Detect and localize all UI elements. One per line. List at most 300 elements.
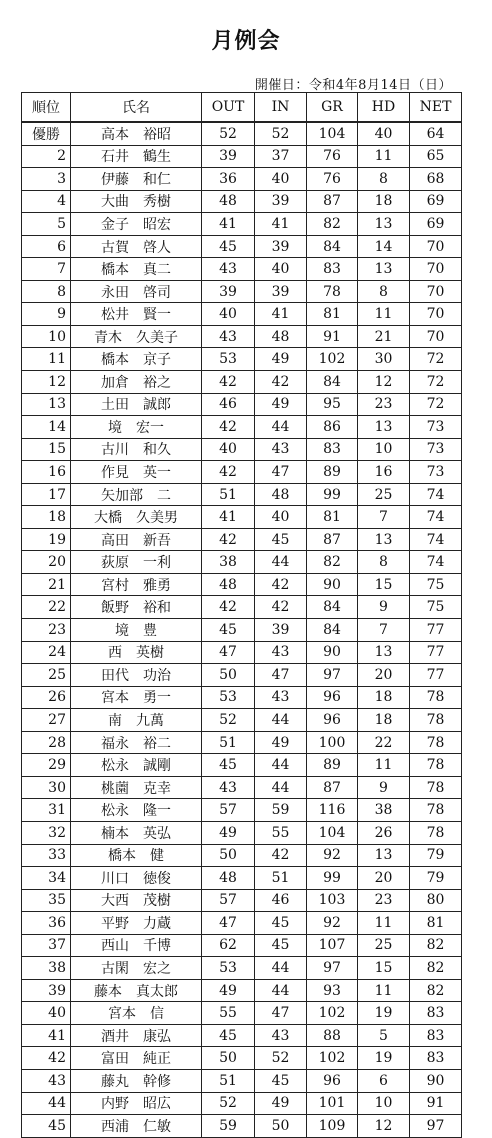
table-row	[22, 551, 462, 574]
hd-cell: 15	[358, 573, 410, 596]
in-cell: 43	[255, 641, 307, 664]
table-row	[22, 1115, 462, 1138]
gr-cell: 83	[307, 438, 358, 461]
table-row	[22, 889, 462, 912]
table-row	[22, 934, 462, 957]
gr-cell: 87	[307, 190, 358, 213]
hd-cell: 38	[358, 799, 410, 822]
gr-cell: 99	[307, 867, 358, 890]
net-cell: 91	[410, 1092, 462, 1115]
hd-cell: 22	[358, 731, 410, 754]
hd-cell: 20	[358, 867, 410, 890]
net-cell: 74	[410, 551, 462, 574]
rank-cell: 27	[22, 709, 71, 732]
table-row	[22, 754, 462, 777]
in-cell: 49	[255, 731, 307, 754]
table-row	[22, 1092, 462, 1115]
out-cell: 41	[202, 506, 255, 529]
hd-cell: 13	[358, 258, 410, 281]
out-cell: 57	[202, 799, 255, 822]
in-cell: 47	[255, 664, 307, 687]
rank-cell: 44	[22, 1092, 71, 1115]
hd-cell: 7	[358, 506, 410, 529]
table-row	[22, 979, 462, 1002]
rank-cell: 優勝	[22, 122, 71, 145]
rank-cell: 12	[22, 371, 71, 394]
net-cell: 77	[410, 641, 462, 664]
rank-cell: 36	[22, 912, 71, 935]
hd-cell: 11	[358, 912, 410, 935]
rank-cell: 18	[22, 506, 71, 529]
hd-cell: 8	[358, 280, 410, 303]
gr-cell: 87	[307, 528, 358, 551]
rank-cell: 33	[22, 844, 71, 867]
in-cell: 52	[255, 122, 307, 145]
name-cell: 大曲 秀樹	[71, 190, 202, 213]
rank-cell: 14	[22, 416, 71, 439]
gr-cell: 84	[307, 235, 358, 258]
in-cell: 50	[255, 1115, 307, 1138]
net-cell: 81	[410, 912, 462, 935]
table-row	[22, 619, 462, 642]
name-cell: 田代 功治	[71, 664, 202, 687]
in-cell: 41	[255, 213, 307, 236]
in-cell: 52	[255, 1047, 307, 1070]
out-cell: 48	[202, 190, 255, 213]
out-cell: 43	[202, 325, 255, 348]
out-cell: 47	[202, 912, 255, 935]
gr-cell: 87	[307, 776, 358, 799]
net-cell: 74	[410, 506, 462, 529]
gr-cell: 96	[307, 686, 358, 709]
net-cell: 78	[410, 754, 462, 777]
name-cell: 藤丸 幹修	[71, 1069, 202, 1092]
out-cell: 40	[202, 438, 255, 461]
out-cell: 36	[202, 168, 255, 191]
hd-cell: 18	[358, 709, 410, 732]
name-cell: 富田 純正	[71, 1047, 202, 1070]
out-cell: 50	[202, 664, 255, 687]
rank-cell: 4	[22, 190, 71, 213]
rank-cell: 39	[22, 979, 71, 1002]
hd-cell: 11	[358, 979, 410, 1002]
net-cell: 73	[410, 438, 462, 461]
name-cell: 境 宏一	[71, 416, 202, 439]
table-row	[22, 912, 462, 935]
rank-cell: 7	[22, 258, 71, 281]
out-cell: 39	[202, 280, 255, 303]
table-row	[22, 303, 462, 326]
gr-cell: 76	[307, 145, 358, 168]
in-cell: 44	[255, 416, 307, 439]
name-cell: 松永 誠剛	[71, 754, 202, 777]
net-cell: 90	[410, 1069, 462, 1092]
net-cell: 78	[410, 686, 462, 709]
table-row	[22, 371, 462, 394]
rank-cell: 45	[22, 1115, 71, 1138]
out-cell: 39	[202, 145, 255, 168]
gr-cell: 102	[307, 1002, 358, 1025]
hd-cell: 14	[358, 235, 410, 258]
net-cell: 69	[410, 213, 462, 236]
in-cell: 39	[255, 235, 307, 258]
table-row	[22, 641, 462, 664]
header-name: 氏名	[71, 93, 202, 123]
hd-cell: 13	[358, 528, 410, 551]
hd-cell: 11	[358, 145, 410, 168]
gr-cell: 81	[307, 303, 358, 326]
in-cell: 51	[255, 867, 307, 890]
rank-cell: 37	[22, 934, 71, 957]
table-row	[22, 844, 462, 867]
hd-cell: 18	[358, 190, 410, 213]
name-cell: 松井 賢一	[71, 303, 202, 326]
hd-cell: 40	[358, 122, 410, 145]
net-cell: 83	[410, 1047, 462, 1070]
in-cell: 43	[255, 1024, 307, 1047]
hd-cell: 12	[358, 371, 410, 394]
out-cell: 52	[202, 122, 255, 145]
table-row	[22, 664, 462, 687]
hd-cell: 8	[358, 551, 410, 574]
net-cell: 75	[410, 596, 462, 619]
hd-cell: 9	[358, 776, 410, 799]
gr-cell: 88	[307, 1024, 358, 1047]
net-cell: 72	[410, 371, 462, 394]
gr-cell: 96	[307, 1069, 358, 1092]
name-cell: 平野 力蔵	[71, 912, 202, 935]
gr-cell: 82	[307, 213, 358, 236]
net-cell: 78	[410, 821, 462, 844]
net-cell: 97	[410, 1115, 462, 1138]
rank-cell: 31	[22, 799, 71, 822]
gr-cell: 78	[307, 280, 358, 303]
out-cell: 40	[202, 303, 255, 326]
table-row	[22, 145, 462, 168]
out-cell: 46	[202, 393, 255, 416]
net-cell: 64	[410, 122, 462, 145]
out-cell: 43	[202, 258, 255, 281]
name-cell: 古川 和久	[71, 438, 202, 461]
net-cell: 80	[410, 889, 462, 912]
in-cell: 40	[255, 506, 307, 529]
name-cell: 大橋 久美男	[71, 506, 202, 529]
gr-cell: 92	[307, 844, 358, 867]
results-body	[22, 122, 462, 1137]
in-cell: 45	[255, 1069, 307, 1092]
page-title: 月例会	[211, 28, 281, 54]
rank-cell: 41	[22, 1024, 71, 1047]
hd-cell: 10	[358, 438, 410, 461]
hd-cell: 12	[358, 1115, 410, 1138]
rank-cell: 38	[22, 957, 71, 980]
table-row	[22, 325, 462, 348]
in-cell: 49	[255, 393, 307, 416]
rank-cell: 22	[22, 596, 71, 619]
table-row	[22, 213, 462, 236]
rank-cell: 2	[22, 145, 71, 168]
name-cell: 矢加部 二	[71, 483, 202, 506]
table-row	[22, 799, 462, 822]
hd-cell: 11	[358, 754, 410, 777]
gr-cell: 96	[307, 709, 358, 732]
out-cell: 51	[202, 1069, 255, 1092]
gr-cell: 97	[307, 957, 358, 980]
out-cell: 49	[202, 821, 255, 844]
hd-cell: 30	[358, 348, 410, 371]
name-cell: 加倉 裕之	[71, 371, 202, 394]
header-rank: 順位	[22, 93, 71, 123]
out-cell: 62	[202, 934, 255, 957]
gr-cell: 90	[307, 573, 358, 596]
in-cell: 43	[255, 438, 307, 461]
name-cell: 南 九萬	[71, 709, 202, 732]
header-in: IN	[255, 93, 307, 123]
in-cell: 48	[255, 483, 307, 506]
in-cell: 55	[255, 821, 307, 844]
gr-cell: 100	[307, 731, 358, 754]
hd-cell: 10	[358, 1092, 410, 1115]
rank-cell: 25	[22, 664, 71, 687]
gr-cell: 82	[307, 551, 358, 574]
rank-cell: 32	[22, 821, 71, 844]
rank-cell: 29	[22, 754, 71, 777]
gr-cell: 81	[307, 506, 358, 529]
net-cell: 70	[410, 325, 462, 348]
net-cell: 79	[410, 867, 462, 890]
header-out: OUT	[202, 93, 255, 123]
rank-cell: 34	[22, 867, 71, 890]
rank-cell: 40	[22, 1002, 71, 1025]
table-row	[22, 1002, 462, 1025]
table-row	[22, 686, 462, 709]
hd-cell: 18	[358, 686, 410, 709]
name-cell: 福永 裕二	[71, 731, 202, 754]
gr-cell: 86	[307, 416, 358, 439]
out-cell: 38	[202, 551, 255, 574]
net-cell: 83	[410, 1002, 462, 1025]
in-cell: 47	[255, 461, 307, 484]
gr-cell: 91	[307, 325, 358, 348]
rank-cell: 15	[22, 438, 71, 461]
out-cell: 59	[202, 1115, 255, 1138]
net-cell: 73	[410, 416, 462, 439]
in-cell: 39	[255, 619, 307, 642]
rank-cell: 10	[22, 325, 71, 348]
name-cell: 伊藤 和仁	[71, 168, 202, 191]
hd-cell: 7	[358, 619, 410, 642]
net-cell: 82	[410, 934, 462, 957]
gr-cell: 84	[307, 371, 358, 394]
name-cell: 松永 隆一	[71, 799, 202, 822]
net-cell: 79	[410, 844, 462, 867]
hd-cell: 21	[358, 325, 410, 348]
out-cell: 52	[202, 1092, 255, 1115]
in-cell: 44	[255, 957, 307, 980]
out-cell: 42	[202, 461, 255, 484]
name-cell: 金子 昭宏	[71, 213, 202, 236]
net-cell: 73	[410, 461, 462, 484]
gr-cell: 97	[307, 664, 358, 687]
rank-cell: 17	[22, 483, 71, 506]
name-cell: 桃薗 克幸	[71, 776, 202, 799]
hd-cell: 5	[358, 1024, 410, 1047]
hd-cell: 23	[358, 393, 410, 416]
out-cell: 45	[202, 619, 255, 642]
table-row	[22, 190, 462, 213]
in-cell: 44	[255, 709, 307, 732]
table-row	[22, 235, 462, 258]
table-row	[22, 483, 462, 506]
rank-cell: 9	[22, 303, 71, 326]
gr-cell: 83	[307, 258, 358, 281]
hd-cell: 25	[358, 483, 410, 506]
table-row	[22, 957, 462, 980]
table-row	[22, 776, 462, 799]
table-row	[22, 867, 462, 890]
name-cell: 川口 徳俊	[71, 867, 202, 890]
out-cell: 43	[202, 776, 255, 799]
rank-cell: 13	[22, 393, 71, 416]
out-cell: 48	[202, 573, 255, 596]
table-row	[22, 596, 462, 619]
gr-cell: 107	[307, 934, 358, 957]
table-row	[22, 416, 462, 439]
hd-cell: 23	[358, 889, 410, 912]
net-cell: 70	[410, 303, 462, 326]
gr-cell: 109	[307, 1115, 358, 1138]
gr-cell: 104	[307, 122, 358, 145]
hd-cell: 9	[358, 596, 410, 619]
hd-cell: 13	[358, 641, 410, 664]
rank-cell: 24	[22, 641, 71, 664]
in-cell: 40	[255, 168, 307, 191]
gr-cell: 99	[307, 483, 358, 506]
header-hd: HD	[358, 93, 410, 123]
name-cell: 西山 千博	[71, 934, 202, 957]
event-date: 開催日：令和4年8月14日（日）	[254, 78, 452, 93]
table-row	[22, 709, 462, 732]
net-cell: 78	[410, 799, 462, 822]
hd-cell: 15	[358, 957, 410, 980]
name-cell: 宮本 勇一	[71, 686, 202, 709]
name-cell: 宮本 信	[71, 1002, 202, 1025]
net-cell: 77	[410, 619, 462, 642]
out-cell: 53	[202, 348, 255, 371]
rank-cell: 26	[22, 686, 71, 709]
in-cell: 49	[255, 1092, 307, 1115]
gr-cell: 116	[307, 799, 358, 822]
name-cell: 青木 久美子	[71, 325, 202, 348]
out-cell: 52	[202, 709, 255, 732]
gr-cell: 76	[307, 168, 358, 191]
name-cell: 橋本 真二	[71, 258, 202, 281]
in-cell: 44	[255, 979, 307, 1002]
out-cell: 42	[202, 596, 255, 619]
header-row	[22, 93, 462, 123]
name-cell: 作見 英一	[71, 461, 202, 484]
in-cell: 47	[255, 1002, 307, 1025]
in-cell: 39	[255, 280, 307, 303]
in-cell: 46	[255, 889, 307, 912]
rank-cell: 35	[22, 889, 71, 912]
hd-cell: 11	[358, 303, 410, 326]
net-cell: 77	[410, 664, 462, 687]
in-cell: 42	[255, 596, 307, 619]
name-cell: 大西 茂樹	[71, 889, 202, 912]
table-row	[22, 1024, 462, 1047]
rank-cell: 42	[22, 1047, 71, 1070]
table-row	[22, 393, 462, 416]
rank-cell: 5	[22, 213, 71, 236]
gr-cell: 101	[307, 1092, 358, 1115]
table-row	[22, 1069, 462, 1092]
name-cell: 永田 啓司	[71, 280, 202, 303]
out-cell: 45	[202, 754, 255, 777]
in-cell: 37	[255, 145, 307, 168]
in-cell: 45	[255, 934, 307, 957]
name-cell: 古賀 啓人	[71, 235, 202, 258]
rank-cell: 30	[22, 776, 71, 799]
rank-cell: 19	[22, 528, 71, 551]
gr-cell: 95	[307, 393, 358, 416]
gr-cell: 89	[307, 754, 358, 777]
name-cell: 西 英樹	[71, 641, 202, 664]
in-cell: 44	[255, 551, 307, 574]
rank-cell: 11	[22, 348, 71, 371]
in-cell: 59	[255, 799, 307, 822]
gr-cell: 93	[307, 979, 358, 1002]
results-table	[21, 92, 462, 1138]
hd-cell: 19	[358, 1002, 410, 1025]
net-cell: 82	[410, 979, 462, 1002]
rank-cell: 3	[22, 168, 71, 191]
name-cell: 高本 裕昭	[71, 122, 202, 145]
name-cell: 境 豊	[71, 619, 202, 642]
out-cell: 53	[202, 686, 255, 709]
gr-cell: 104	[307, 821, 358, 844]
table-row	[22, 122, 462, 145]
name-cell: 石井 鶴生	[71, 145, 202, 168]
in-cell: 41	[255, 303, 307, 326]
hd-cell: 13	[358, 213, 410, 236]
hd-cell: 19	[358, 1047, 410, 1070]
name-cell: 藤本 真太郎	[71, 979, 202, 1002]
net-cell: 78	[410, 776, 462, 799]
table-row	[22, 573, 462, 596]
net-cell: 83	[410, 1024, 462, 1047]
in-cell: 39	[255, 190, 307, 213]
net-cell: 69	[410, 190, 462, 213]
name-cell: 酒井 康弘	[71, 1024, 202, 1047]
gr-cell: 89	[307, 461, 358, 484]
table-row	[22, 506, 462, 529]
rank-cell: 20	[22, 551, 71, 574]
net-cell: 75	[410, 573, 462, 596]
out-cell: 47	[202, 641, 255, 664]
name-cell: 古閑 宏之	[71, 957, 202, 980]
out-cell: 49	[202, 979, 255, 1002]
name-cell: 楠本 英弘	[71, 821, 202, 844]
out-cell: 51	[202, 731, 255, 754]
hd-cell: 6	[358, 1069, 410, 1092]
table-row	[22, 258, 462, 281]
in-cell: 49	[255, 348, 307, 371]
gr-cell: 102	[307, 348, 358, 371]
out-cell: 45	[202, 1024, 255, 1047]
name-cell: 土田 誠郎	[71, 393, 202, 416]
hd-cell: 13	[358, 416, 410, 439]
